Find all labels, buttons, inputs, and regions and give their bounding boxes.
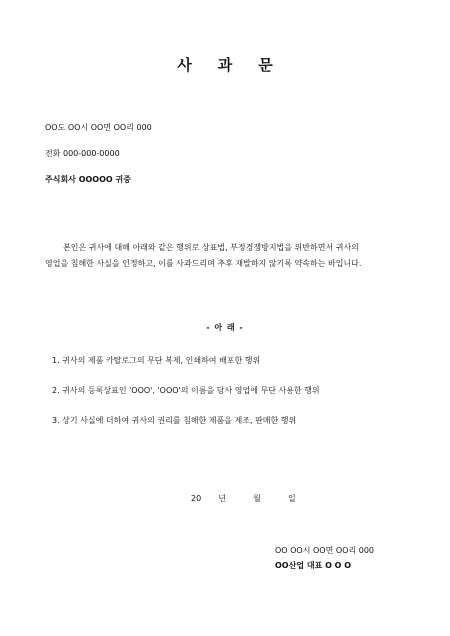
signature-address: OO OO시 OO면 OO리 000 bbox=[275, 546, 375, 555]
date-month-unit: 월 bbox=[253, 494, 261, 503]
signature-name: OO산업 대표 O O O bbox=[275, 561, 352, 570]
list-item: 1. 귀사의 제품 카탈로그의 무단 복제, 인쇄하여 배포한 행위 bbox=[52, 356, 261, 365]
list-item: 3. 상기 사실에 더하여 귀사의 권리를 침해한 제품을 제조, 판매한 행위 bbox=[52, 416, 297, 425]
list-item: 2. 귀사의 등록상표인 'OOO', 'OOO'의 이름을 당사 영업에 무단 사용한 행위 bbox=[52, 386, 320, 395]
date-line bbox=[191, 493, 296, 504]
document-title bbox=[0, 54, 450, 75]
apology-body-line-1: 본인은 귀사에 대해 아래와 같은 행위로 상표법, 부정경쟁방지법을 위반하면서 귀사의 bbox=[63, 243, 359, 252]
title-char-1: 사 bbox=[177, 56, 192, 74]
date-year: 20 bbox=[191, 494, 202, 503]
apology-body-line-2: 영업을 침해한 사실을 인정하고, 이를 사과드리며 추후 재발하지 않기록 약속하는 바입니다. bbox=[45, 259, 362, 268]
title-char-2: 과 bbox=[217, 56, 233, 74]
below-heading: - 아 래 - bbox=[206, 323, 244, 332]
sender-address: OO도 OO시 OO면 OO리 000 bbox=[45, 123, 152, 132]
sender-phone: 전화 000-000-0000 bbox=[45, 149, 120, 158]
date-day-unit: 일 bbox=[287, 494, 296, 503]
recipient-name: 주식회사 OOOOO 귀중 bbox=[45, 175, 131, 184]
title-char-3: 문 bbox=[258, 56, 273, 74]
apology-body bbox=[45, 240, 407, 272]
violation-list bbox=[52, 355, 320, 445]
date-year-unit: 년 bbox=[218, 494, 227, 503]
